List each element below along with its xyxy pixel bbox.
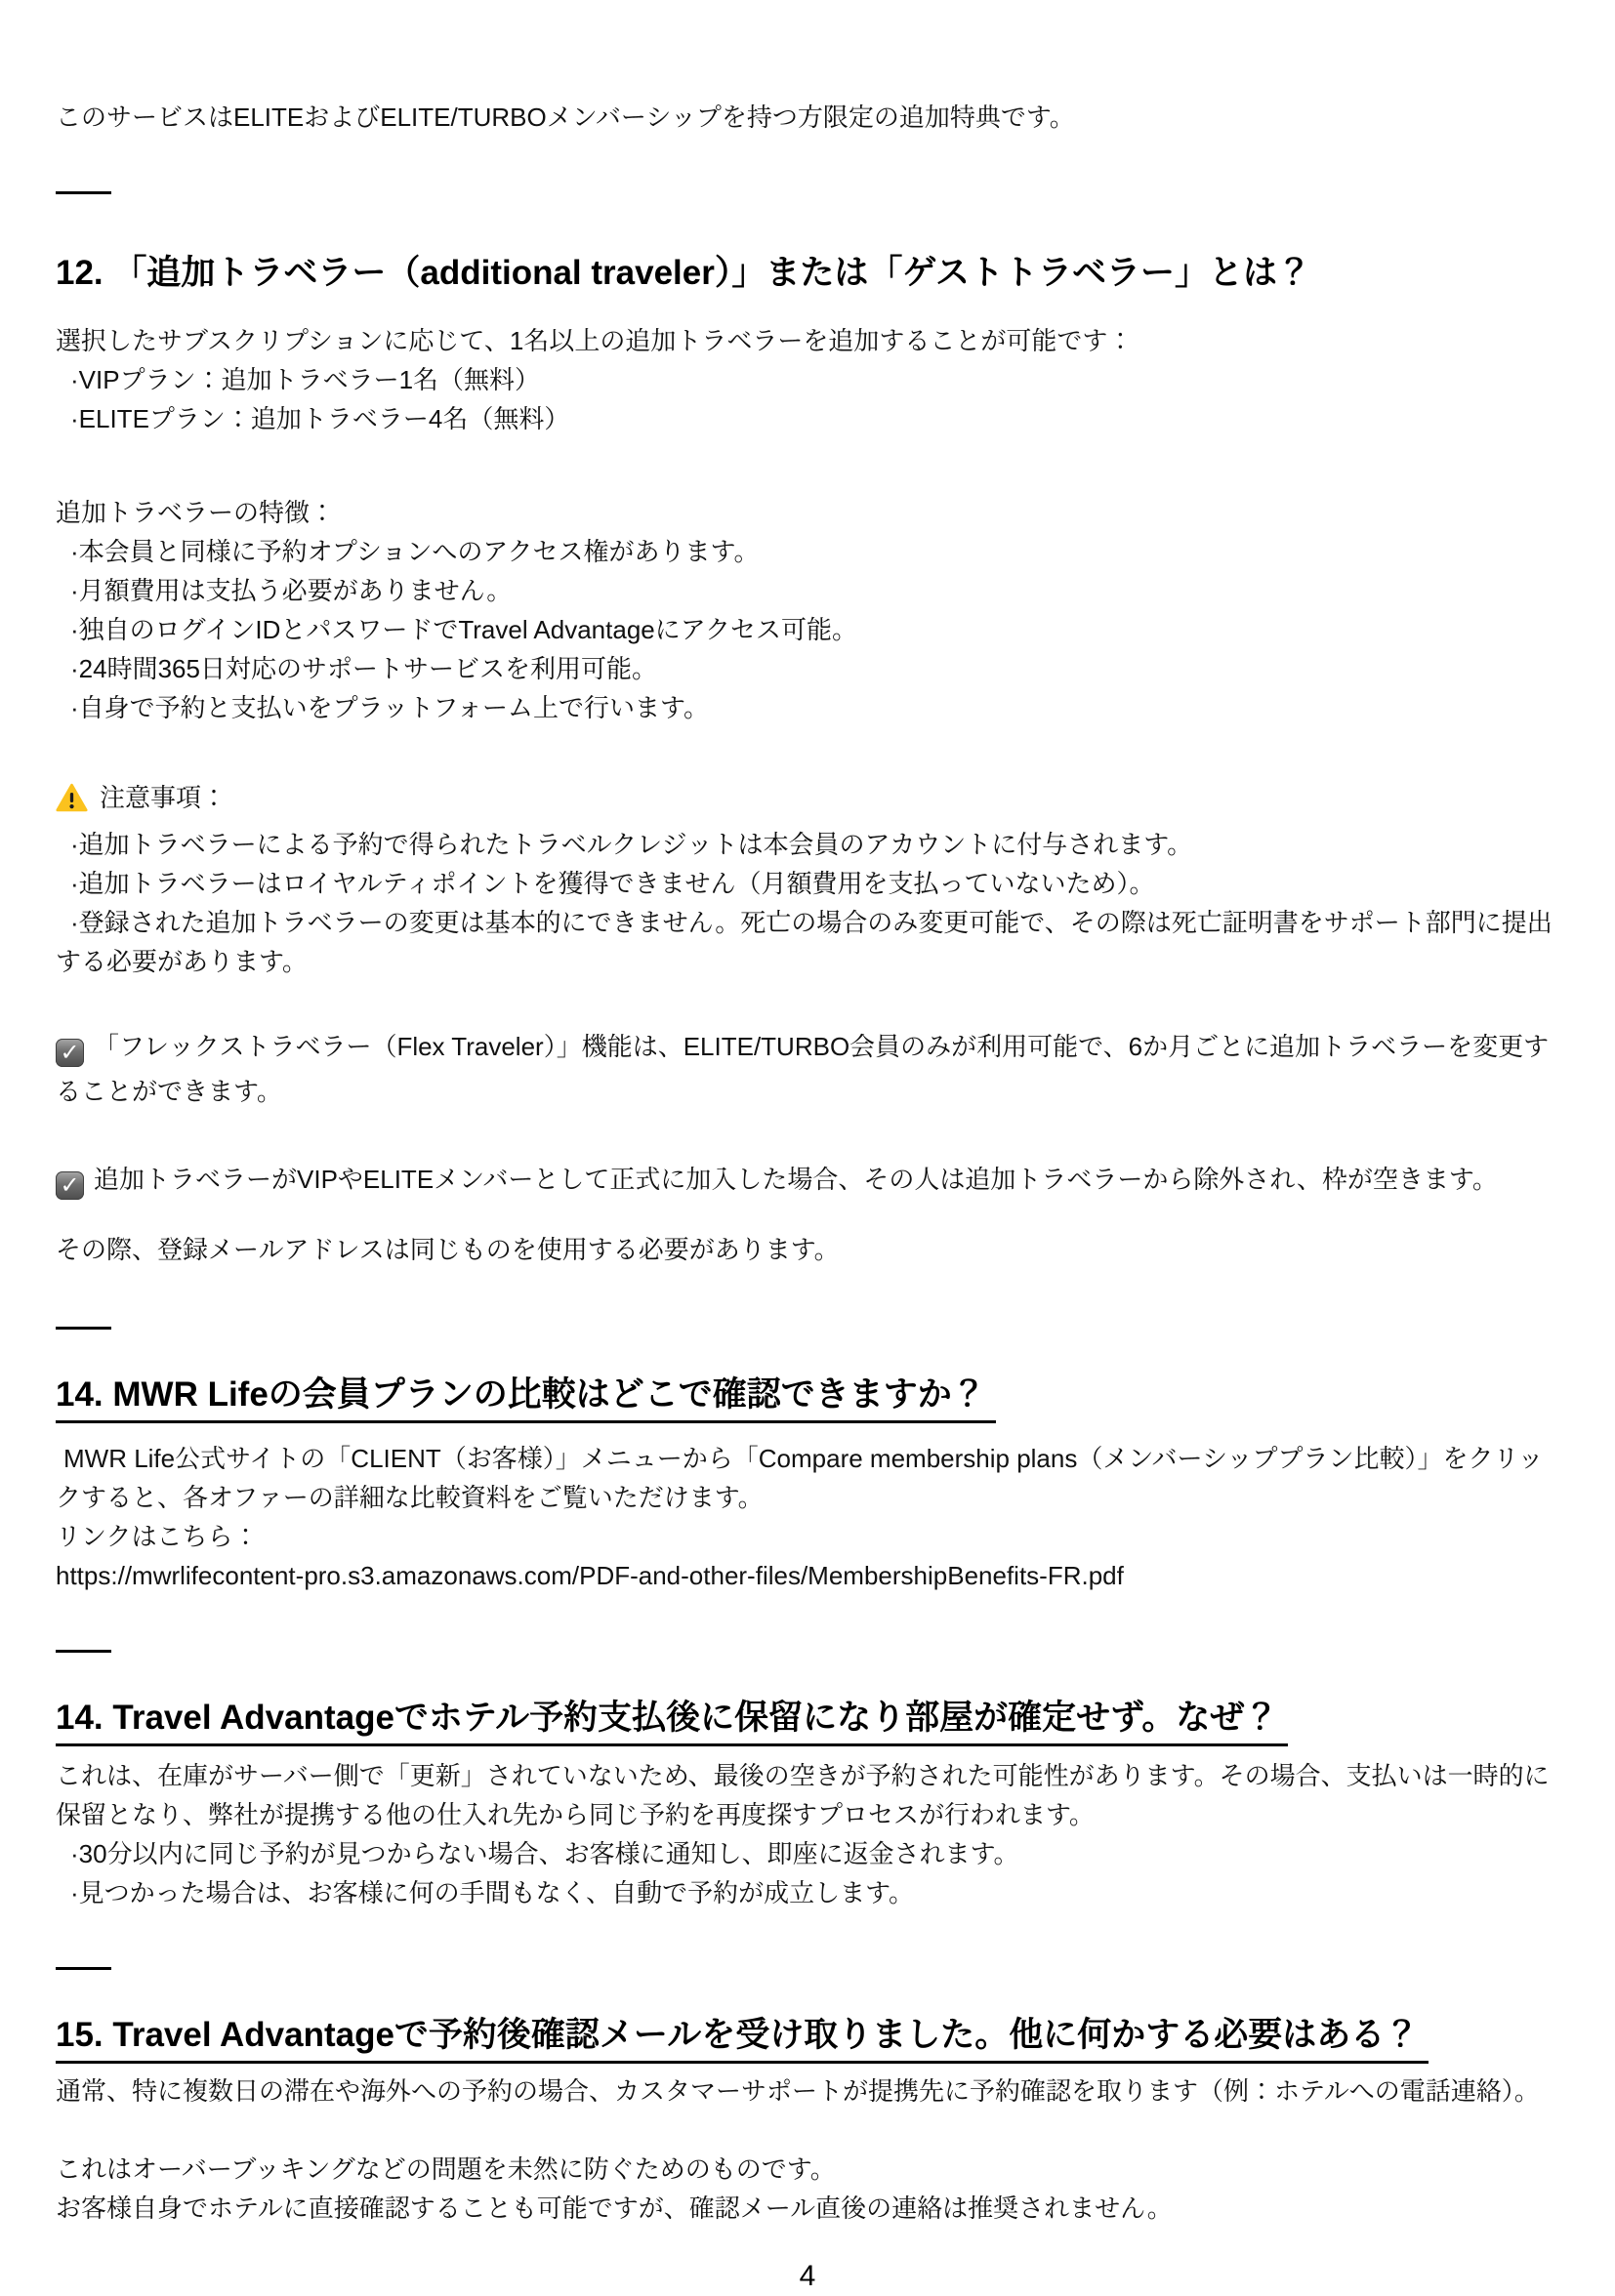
plan-item-elite: ·ELITEプラン：追加トラベラー4名（無料）: [70, 404, 570, 433]
link-url-line: [56, 1556, 1559, 1595]
feature-item: ·本会員と同様に予約オプションへのアクセス権があります。: [70, 537, 760, 566]
section-divider: [56, 1327, 111, 1330]
flex-traveler-note: [56, 1024, 1559, 1114]
section-15-heading-text: 15. Travel Advantageで予約後確認メールを受け取りました。他に何かする必要はある？: [56, 2013, 1429, 2064]
auto-confirm-bullet: ·見つかった場合は、お客様に何の手間もなく、自動で予約が成立します。: [70, 1878, 915, 1907]
section-14a-heading-text: 14. MWR Lifeの会員プランの比較はどこで確認できますか？: [56, 1373, 996, 1423]
section-15-body-1: 通常、特に複数日の滞在や海外への予約の場合、カスタマーサポートが提携先に予約確認を取ります（例：ホテルへの電話連絡）。: [56, 2076, 1540, 2106]
refund-bullet: ·30分以内に同じ予約が見つからない場合、お客様に通知し、即座に返金されます。: [70, 1839, 1019, 1868]
section-15-heading: [56, 2013, 1559, 2064]
warning-title-row: [56, 778, 1559, 817]
section-12-heading: 12. 「追加トラベラー（additional traveler）」または「ゲストトラベラー」とは？: [56, 254, 1311, 292]
promotion-note: [56, 1157, 1559, 1202]
promotion-note-continued: その際、登録メールアドレスは同じものを使用する必要があります。: [56, 1235, 840, 1264]
section-divider: [56, 1650, 111, 1653]
promotion-note-text: 追加トラベラーがVIPやELITEメンバーとして正式に加入した場合、その人は追加トラベラーから除外され、枠が空きます。: [94, 1165, 1498, 1194]
section-15-body-2: これはオーバーブッキングなどの問題を未然に防ぐためのものです。: [56, 2154, 836, 2184]
feature-item: ·月額費用は支払う必要がありません。: [70, 576, 513, 605]
section-14b-heading-text: 14. Travel Advantageでホテル予約支払後に保留になり部屋が確定せず。なぜ？: [56, 1696, 1288, 1746]
checkbox-check-icon: ✓: [56, 1039, 84, 1067]
warning-icon: [56, 783, 88, 812]
section-14b-heading: [56, 1696, 1559, 1746]
note-item: ·追加トラベラーはロイヤルティポイントを獲得できません（月額費用を支払っていないため）。: [70, 869, 1155, 898]
plan-item-vip: ·VIPプラン：追加トラベラー1名（無料）: [70, 365, 541, 394]
features-title: 追加トラベラーの特徴：: [56, 498, 336, 527]
warning-title: 注意事項：: [100, 783, 228, 812]
membership-benefits-link[interactable]: https://mwrlifecontent-pro.s3.amazonaws.com/PDF-and-other-files/MembershipBenefits-FR.pdf: [56, 1561, 1124, 1590]
feature-item: ·24時間365日対応のサポートサービスを利用可能。: [70, 654, 657, 683]
flex-traveler-note-text: 「フレックストラベラー（Flex Traveler）」機能は、ELITE/TURBO会員のみが利用可能で、6か月ごとに追加トラベラーを変更することができます。: [56, 1032, 1550, 1106]
note-item: ·登録された追加トラベラーの変更は基本的にできません。死亡の場合のみ変更可能で、その際は死亡証明書をサポート部門に提出する必要があります。: [56, 908, 1553, 976]
section-14b-body: これは、在庫がサーバー側で「更新」されていないため、最後の空きが予約された可能性があります。その場合、支払いは一時的に保留となり、弊社が提携する他の仕入れ先から同じ予約を再度探すプロセスが行われます。: [56, 1761, 1550, 1829]
checkbox-check-icon: ✓: [56, 1171, 84, 1200]
section-12-lead: 選択したサブスクリプションに応じて、1名以上の追加トラベラーを追加することが可能です：: [56, 326, 1134, 355]
section-divider: [56, 191, 111, 194]
section-15-body-3: お客様自身でホテルに直接確認することも可能ですが、確認メール直後の連絡は推奨されません。: [56, 2194, 1173, 2223]
feature-item: ·自身で予約と支払いをプラットフォーム上で行います。: [70, 693, 709, 722]
section-divider: [56, 1967, 111, 1970]
section-14a-heading: [56, 1373, 1559, 1423]
note-item: ·追加トラベラーによる予約で得られたトラベルクレジットは本会員のアカウントに付与されます。: [70, 830, 1193, 859]
section-14a-body: MWR Life公式サイトの「CLIENT（お客様）」メニューから「Compare membership plans（メンバーシッププラン比較）」をクリックすると、各オファーの詳細な比較資料をご覧いただけます。: [56, 1444, 1544, 1512]
link-label: リンクはこちら：: [56, 1522, 259, 1551]
page-number: 4: [799, 2260, 816, 2292]
intro-paragraph: このサービスはELITEおよびELITE/TURBOメンバーシップを持つ方限定の追加特典です。: [56, 102, 1075, 132]
feature-item: ·独自のログインIDとパスワードでTravel Advantageにアクセス可能。: [70, 615, 857, 644]
